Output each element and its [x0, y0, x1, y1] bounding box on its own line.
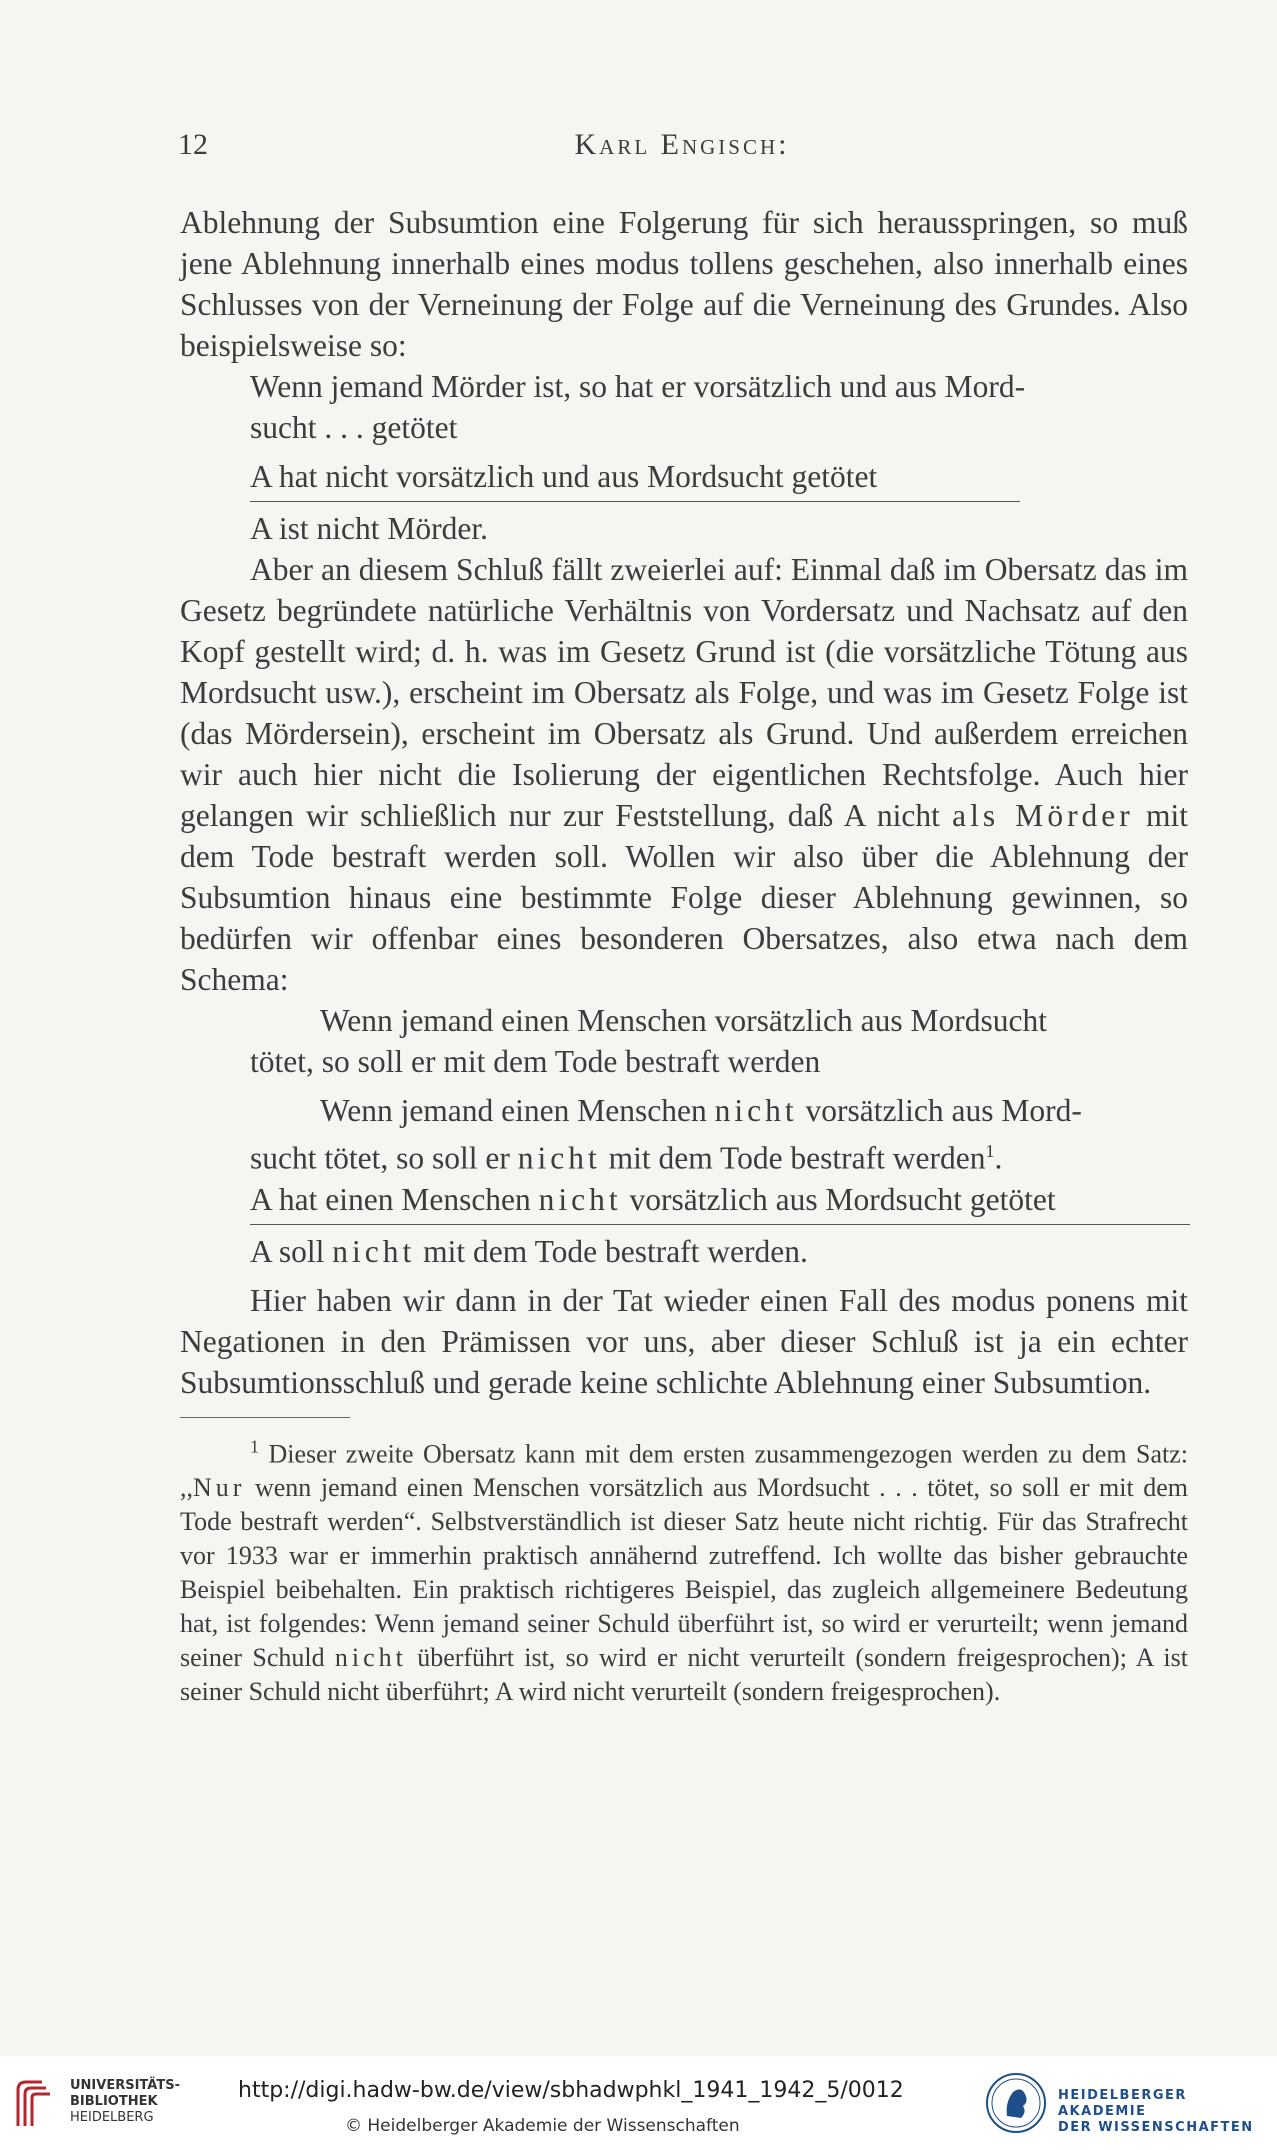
syllogism-2-second-b: sucht tötet, so soll er nicht mit dem Tode bestraft werden$^1$.: [250, 1140, 1003, 1176]
page-header: [178, 128, 1186, 168]
academy-seal-icon: [985, 2072, 1047, 2134]
paragraph-2-spaced: als Mörder: [952, 798, 1134, 833]
footnote-text-2: wenn jemand einen Menschen vorsätzlich aus Mordsucht . . . tötet, so soll er mit dem Tode bestraft werden“. Selbstverständlich ist dieser Satz heute nicht richtig. Für das Strafrecht vor 1933 war er immerhin praktisch annähernd zutreffend. Ich wollte das bisher gebrauchte Beispiel beibehalten. Ein praktisch richtigeres Beispiel, das zugleich allgemeinere Bedeutung hat, ist folgendes: Wenn jemand seiner Schuld überführt ist, so wird er verurteilt; wenn jemand seiner Schuld: [180, 1473, 1188, 1673]
syllogism-2-minor: [180, 1179, 1188, 1220]
paragraph-2-end: mit dem Tode bestraft werden soll. Wollen wir also über die Ablehnung der Subsumtion hinaus eine bestimmte Folge dieser Ablehnung gewinnen, so bedürfen wir offenbar eines besonderen Obersatzes, also etwa nach dem Schema:: [180, 798, 1189, 997]
viewer-footer: [0, 2056, 1277, 2150]
running-title: Karl Engisch:: [574, 128, 790, 161]
footnote-rule: [180, 1417, 350, 1418]
main-text: [180, 202, 1188, 1709]
s2-l2b-pre: sucht tötet, so soll er: [250, 1140, 510, 1176]
syllogism-1-rule: [250, 501, 1020, 502]
paragraph-2: [180, 549, 1188, 1000]
academy-line-2: DER WISSENSCHAFTEN: [1058, 2120, 1254, 2135]
footnote: [180, 1430, 1188, 1710]
paragraph-2-text: Aber an diesem Schluß fällt zweierlei auf: Einmal daß im Obersatz das im Gesetz begründete natürliche Verhältnis von Vordersatz und Nachsatz auf den Kopf gestellt wird; d. h. was im Gesetz Grund ist (die vorsätzliche Tötung aus Mordsucht usw.), erscheint im Obersatz als Folge, und was im Gesetz Folge ist (das Mördersein), erscheint im Obersatz als Grund. Und außerdem erreichen wir auch hier nicht die Isolierung der eigentlichen Rechtsfolge. Auch hier gelangen wir schließlich nur zur Feststellung, daß A nicht: [180, 552, 1188, 833]
s2-l2a-spaced: nicht: [714, 1093, 798, 1128]
footnote-marker: 1: [985, 1141, 995, 1161]
syllogism-1-minor: A hat nicht vorsätzlich und aus Mordsucht getötet: [250, 459, 878, 494]
s2-l3-post: vorsätzlich aus Mordsucht getötet: [629, 1181, 1056, 1217]
syllogism-2-conclusion: [180, 1231, 1188, 1272]
footnote-text-3: überführt ist, so wird er nicht verurteilt (sondern freigesprochen); A ist seiner Schuld nicht überführt; A wird nicht verurteilt (sondern freigesprochen).: [180, 1643, 1188, 1707]
syllogism-2-major-a: Wenn jemand einen Menschen vorsätzlich aus Mordsucht: [320, 1003, 1048, 1038]
s2-l2b-post: mit dem Tode bestraft werden: [608, 1140, 986, 1176]
permalink-url[interactable]: http://digi.hadw-bw.de/view/sbhadwphkl_1941_1942_5/0012: [238, 2078, 904, 2103]
s2-c-pre: A soll: [250, 1233, 325, 1269]
s2-c-post: mit dem Tode bestraft werden.: [423, 1233, 808, 1269]
footnote-spaced-1: Nur: [193, 1473, 246, 1503]
syllogism-1-conclusion: A ist nicht Mörder.: [250, 511, 488, 546]
s2-l2a-post: vorsätzlich aus Mord-: [805, 1093, 1082, 1128]
university-library-name: [70, 2078, 180, 2126]
copyright-notice: © Heidelberger Akademie der Wissenschaften: [345, 2116, 740, 2136]
footnote-indent: [180, 1436, 259, 1468]
footnote-number: 1: [250, 1436, 259, 1457]
s2-l3-spaced: nicht: [538, 1181, 622, 1217]
library-line-1: UNIVERSITÄTS-: [70, 2078, 180, 2093]
page-number: 12: [178, 128, 208, 161]
academy-name: [1058, 2088, 1277, 2136]
s2-l2b-spaced: nicht: [517, 1140, 601, 1176]
s2-c-spaced: nicht: [332, 1233, 416, 1269]
syllogism-2-major-b: tötet, so soll er mit dem Tode bestraft werden: [250, 1044, 821, 1079]
syllogism-1: [180, 366, 1188, 549]
syllogism-2-second-a: [180, 1090, 1188, 1131]
footnote-spaced-2: nicht: [334, 1643, 407, 1673]
library-line-3: HEIDELBERG: [70, 2110, 154, 2125]
syllogism-1-major-a: Wenn jemand Mörder ist, so hat er vorsätzlich und aus Mord-: [250, 369, 1026, 404]
paragraph-3: Hier haben wir dann in der Tat wieder einen Fall des modus ponens mit Negationen in den Prämissen vor uns, aber dieser Schluß ist ja ein echter Subsumtionsschluß und gerade keine schlichte Ablehnung einer Subsumtion.: [180, 1282, 1188, 1400]
s2-l3-pre: A hat einen Menschen: [250, 1181, 531, 1217]
s2-l2a-pre: Wenn jemand einen Menschen: [320, 1093, 707, 1128]
footnote-text-1: Dieser zweite Obersatz kann mit dem ersten zusammengezogen werden zu dem Satz: ,,: [180, 1439, 1188, 1503]
academy-line-1: HEIDELBERGER AKADEMIE: [1058, 2088, 1187, 2119]
syllogism-2: [180, 1000, 1188, 1272]
paragraph-1: Ablehnung der Subsumtion eine Folgerung für sich herausspringen, so muß jene Ablehnung innerhalb eines modus tollens geschehen, also innerhalb eines Schlusses von der Verneinung der Folge auf die Verneinung des Grundes. Also beispielsweise so:: [180, 205, 1188, 363]
syllogism-2-rule: [250, 1224, 1190, 1225]
university-library-logo-icon: [12, 2076, 56, 2132]
library-line-2: BIBLIOTHEK: [70, 2094, 158, 2109]
syllogism-1-major-b: sucht . . . getötet: [250, 410, 458, 445]
